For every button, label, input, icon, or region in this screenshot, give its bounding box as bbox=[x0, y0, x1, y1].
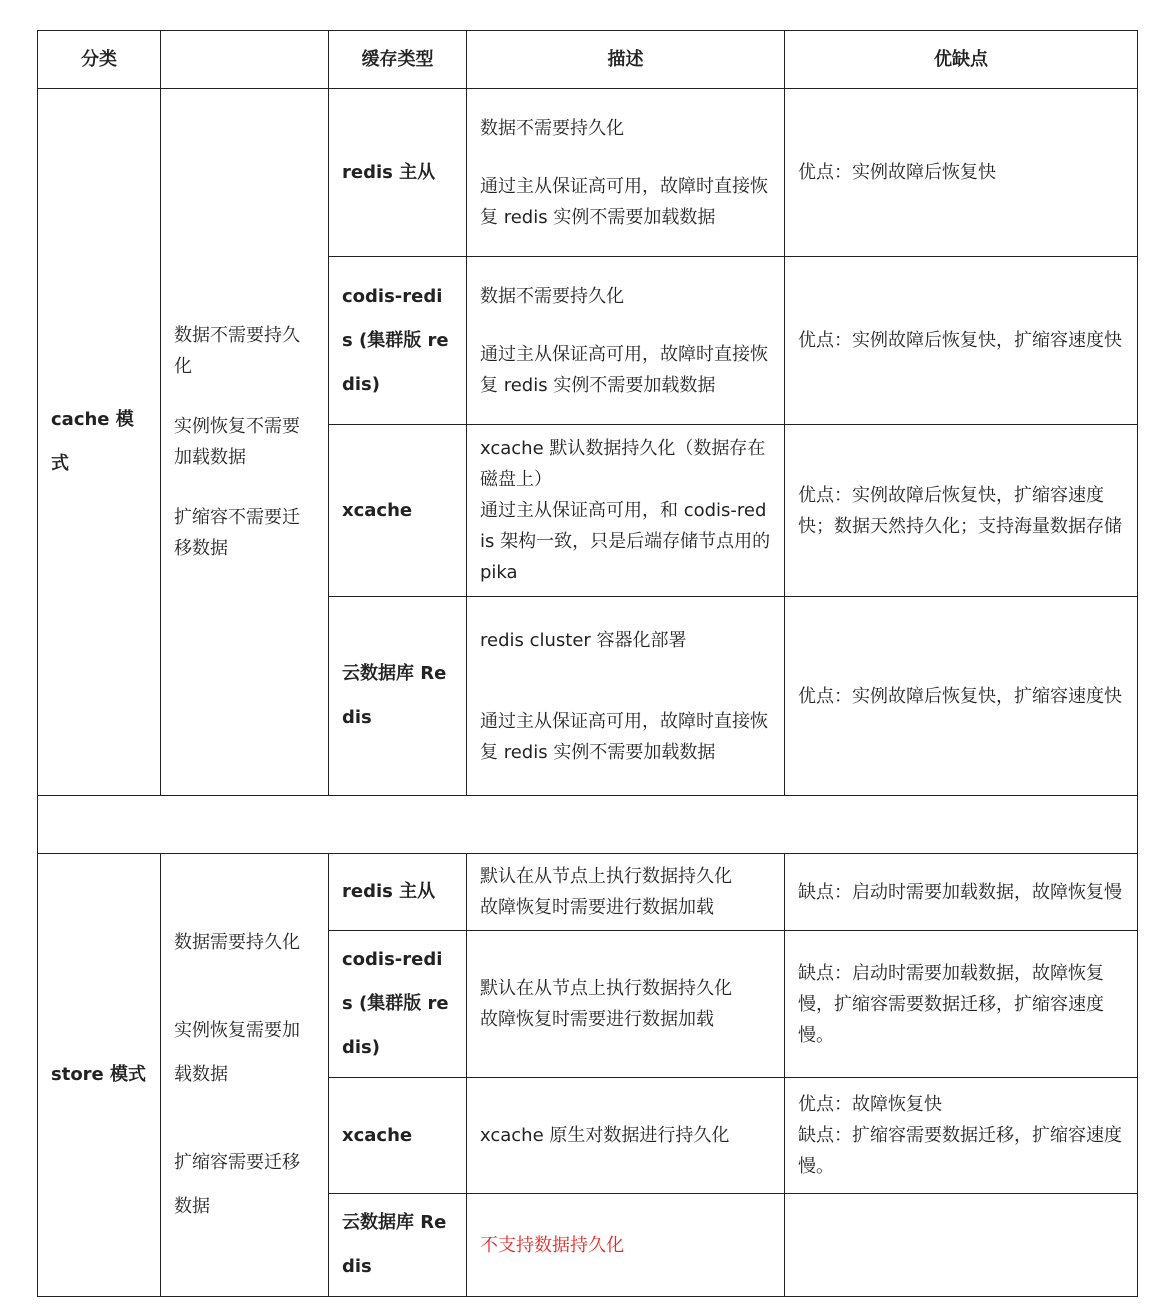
description-line: xcache 默认数据持久化（数据存在磁盘上） bbox=[480, 438, 766, 490]
description-cell bbox=[467, 257, 785, 425]
cache-comparison-table bbox=[37, 30, 1138, 1297]
pros-cons-line: 缺点：启动时需要加载数据，故障恢复慢 bbox=[798, 881, 1122, 903]
pros-cons-line: 优点：实例故障后恢复快，扩缩容速度快；数据天然持久化；支持海量数据存储 bbox=[798, 484, 1122, 537]
traits-cell-cache bbox=[161, 89, 329, 796]
header-pros-cons: 优缺点 bbox=[785, 31, 1138, 89]
trait-text: 扩缩容不需要迁移数据 bbox=[174, 507, 300, 559]
pros-cons-cell bbox=[785, 931, 1138, 1078]
description-line: 通过主从保证高可用，故障时直接恢复 redis 实例不需要加载数据 bbox=[480, 343, 768, 396]
description-cell bbox=[467, 1078, 785, 1194]
spacer-cell bbox=[38, 796, 1138, 854]
cache-type-cell: xcache bbox=[329, 425, 467, 597]
trait-text: 实例恢复需要加载数据 bbox=[174, 1020, 300, 1085]
trait-text: 扩缩容需要迁移数据 bbox=[174, 1152, 300, 1217]
pros-cons-cell bbox=[785, 89, 1138, 257]
description-line: 数据不需要持久化 bbox=[480, 117, 624, 139]
pros-cons-line: 缺点：启动时需要加载数据，故障恢复慢，扩缩容需要数据迁移，扩缩容速度慢。 bbox=[798, 962, 1104, 1046]
header-cache-type: 缓存类型 bbox=[329, 31, 467, 89]
description-line: 通过主从保证高可用，和 codis-redis 架构一致，只是后端存储节点用的 pika bbox=[480, 500, 771, 583]
trait-text: 实例恢复不需要加载数据 bbox=[174, 416, 300, 468]
pros-cons-line: 优点：实例故障后恢复快，扩缩容速度快 bbox=[798, 685, 1122, 707]
description-line: xcache 原生对数据进行持久化 bbox=[480, 1125, 730, 1146]
pros-cons-cell bbox=[785, 425, 1138, 597]
pros-cons-cell-empty bbox=[785, 1194, 1138, 1297]
description-line: redis cluster 容器化部署 bbox=[480, 629, 687, 651]
description-line: 默认在从节点上执行数据持久化 bbox=[480, 978, 732, 999]
description-cell bbox=[467, 597, 785, 796]
header-description: 描述 bbox=[467, 31, 785, 89]
cache-type-cell: 云数据库 Redis bbox=[329, 1194, 467, 1297]
traits-cell-store bbox=[161, 854, 329, 1297]
trait-text: 数据需要持久化 bbox=[174, 932, 300, 953]
pros-cons-line: 优点：实例故障后恢复快，扩缩容速度快 bbox=[798, 330, 1122, 351]
description-line: 数据不需要持久化 bbox=[480, 285, 624, 307]
category-cell-cache: cache 模式 bbox=[38, 89, 161, 796]
description-line: 通过主从保证高可用，故障时直接恢复 redis 实例不需要加载数据 bbox=[480, 175, 768, 228]
header-row bbox=[38, 31, 1138, 89]
cache-type-cell: codis-redis (集群版 redis) bbox=[329, 931, 467, 1078]
header-category: 分类 bbox=[38, 31, 161, 89]
cache-type-cell: codis-redis (集群版 redis) bbox=[329, 257, 467, 425]
cache-type-cell: 云数据库 Redis bbox=[329, 597, 467, 796]
pros-cons-line: 优点：实例故障后恢复快 bbox=[798, 162, 996, 183]
cache-type-cell: redis 主从 bbox=[329, 854, 467, 931]
cache-type-cell: xcache bbox=[329, 1078, 467, 1194]
table-row bbox=[38, 89, 1138, 257]
spacer-row bbox=[38, 796, 1138, 854]
description-line: 默认在从节点上执行数据持久化 bbox=[480, 866, 732, 887]
pros-cons-line: 缺点：扩缩容需要数据迁移，扩缩容速度慢。 bbox=[798, 1125, 1122, 1177]
pros-cons-cell bbox=[785, 854, 1138, 931]
description-cell bbox=[467, 89, 785, 257]
table-row bbox=[38, 854, 1138, 931]
description-line: 故障恢复时需要进行数据加载 bbox=[480, 897, 714, 918]
description-line: 通过主从保证高可用，故障时直接恢复 redis 实例不需要加载数据 bbox=[480, 710, 768, 763]
pros-cons-line: 优点：故障恢复快 bbox=[798, 1094, 942, 1115]
description-cell bbox=[467, 854, 785, 931]
unsupported-note: 不支持数据持久化 bbox=[480, 1234, 624, 1256]
pros-cons-cell bbox=[785, 1078, 1138, 1194]
pros-cons-cell bbox=[785, 597, 1138, 796]
header-blank bbox=[161, 31, 329, 89]
description-line: 故障恢复时需要进行数据加载 bbox=[480, 1009, 714, 1030]
pros-cons-cell bbox=[785, 257, 1138, 425]
description-cell bbox=[467, 1194, 785, 1297]
category-cell-store: store 模式 bbox=[38, 854, 161, 1297]
trait-text: 数据不需要持久化 bbox=[174, 325, 300, 377]
description-cell bbox=[467, 425, 785, 597]
cache-type-cell: redis 主从 bbox=[329, 89, 467, 257]
description-cell bbox=[467, 931, 785, 1078]
